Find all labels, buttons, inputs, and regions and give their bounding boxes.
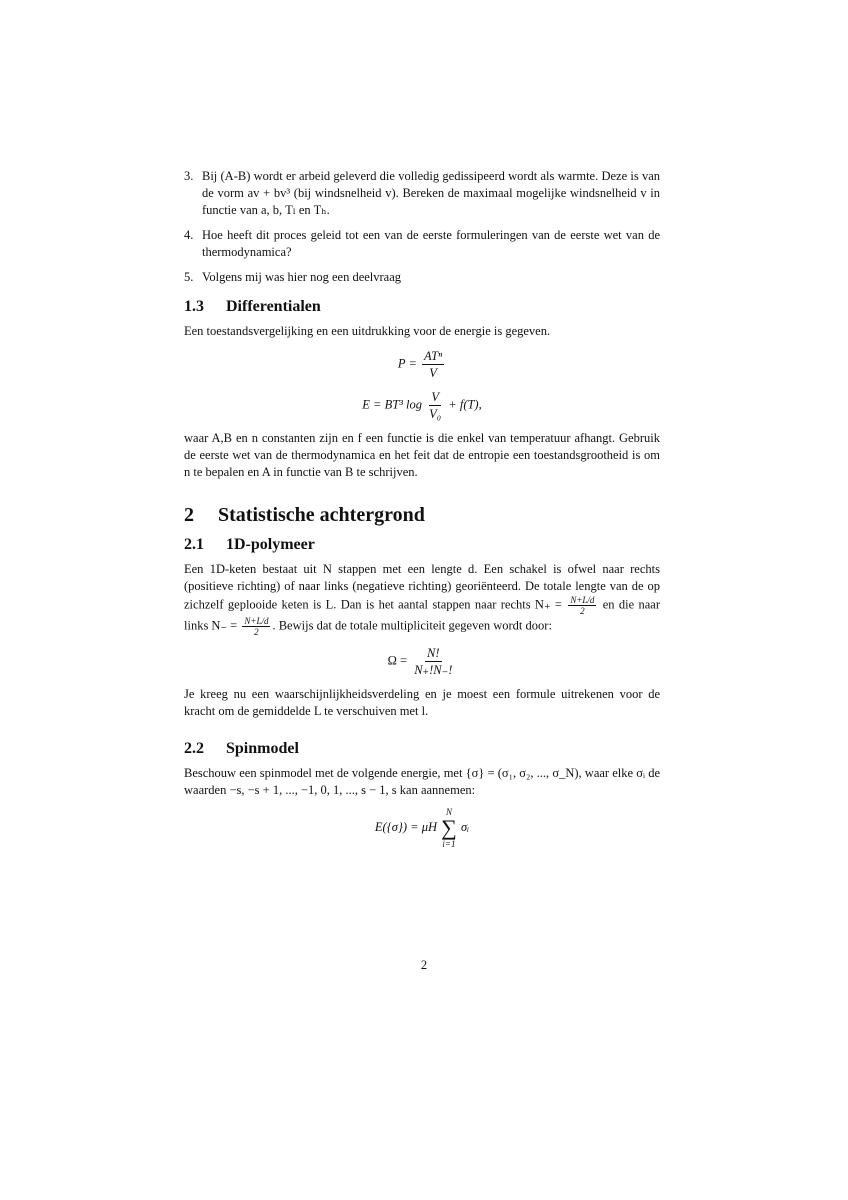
section-title: Differentialen <box>226 298 321 315</box>
equation-spin-energy <box>184 807 660 849</box>
fraction-denominator: V₀ <box>429 407 442 421</box>
section-number: 2.1 <box>184 536 204 553</box>
fraction-denominator: N₊!N₋! <box>414 663 453 677</box>
list-item-text: Volgens mij was hier nog een deelvraag <box>202 270 402 284</box>
summation-lower: i=1 <box>442 839 456 849</box>
fraction-denominator: 2 <box>580 606 585 616</box>
list-item <box>184 168 660 219</box>
list-item-number: 3. <box>184 169 194 183</box>
paragraph-text: Een 1D-keten bestaat uit N stappen met een lengte d. Een schakel is ofwel naar rechts (positieve richting) of naar links (negatieve richting) georiënteerd. De totale lengte van de op zichzelf geplooide keten is L. Dan is het aantal stappen naar rechts N₊ = <box>184 562 660 612</box>
fraction-numerator: N! <box>427 646 440 660</box>
section-number: 1.3 <box>184 298 204 315</box>
section-title: Statistische achtergrond <box>218 504 425 526</box>
paragraph: waar A,B en n constanten zijn en f een functie is die enkel van temperatuur afhangt. Gebruik de eerste wet van de thermodynamica en het feit dat de entropie een toestandsgrootheid is om n te bepalen en A in functie van B te schrijven. <box>184 431 660 479</box>
list-item <box>184 227 660 261</box>
paragraph: Beschouw een spinmodel met de volgende energie, met {σ} = (σ₁, σ₂, ..., σ_N), waar elke σᵢ de waarden −s, −s + 1, ..., −1, 0, 1, ..., s − 1, s kan aannemen: <box>184 766 660 797</box>
fraction <box>427 389 443 422</box>
equation-multiplicity <box>184 645 660 678</box>
question-list <box>184 168 660 286</box>
section-heading-2-1 <box>184 536 660 553</box>
list-item <box>184 269 660 286</box>
equation-pressure <box>184 348 660 381</box>
list-item-number: 4. <box>184 228 194 242</box>
section-heading-2-2 <box>184 740 660 757</box>
equation-lhs: E = BT³ log <box>362 397 423 412</box>
equation-energy <box>184 389 660 422</box>
fraction <box>412 645 454 678</box>
fraction-numerator: V <box>431 390 439 404</box>
list-item-number: 5. <box>184 270 194 284</box>
fraction-numerator: N+L/d <box>570 595 595 605</box>
fraction-denominator: 2 <box>254 627 259 637</box>
fraction-numerator: N+L/d <box>244 616 269 626</box>
section-heading-2 <box>184 504 660 526</box>
sigma-symbol: ∑ <box>441 815 457 840</box>
summation <box>441 807 457 849</box>
section-number: 2.2 <box>184 740 204 757</box>
fraction <box>242 616 270 637</box>
paragraph-text: . Bewijs dat de totale multipliciteit gegeven wordt door: <box>272 618 552 633</box>
section-heading-1-3 <box>184 298 660 315</box>
list-item-text: Bij (A-B) wordt er arbeid geleverd die volledig gedissipeerd wordt als warmte. Deze is van de vorm av + bv³ (bij windsnelheid v). Bereken de maximaal mogelijke windsnelheid v in functie van a, b, Tₗ en Tₕ. <box>202 169 660 217</box>
equation-rhs: σᵢ <box>460 819 470 834</box>
section-number: 2 <box>184 504 194 526</box>
fraction-numerator: ATⁿ <box>424 349 443 363</box>
equation-lhs: P = <box>397 356 417 371</box>
fraction <box>568 595 596 616</box>
equation-rhs: + f(T), <box>448 397 482 412</box>
document-page <box>184 168 660 857</box>
fraction <box>422 348 444 381</box>
paragraph: Een toestandsvergelijking en een uitdrukking voor de energie is gegeven. <box>184 324 551 338</box>
list-item-text: Hoe heeft dit proces geleid tot een van de eerste formuleringen van de eerste wet van de thermodynamica? <box>202 228 660 259</box>
section-title: Spinmodel <box>226 740 299 757</box>
equation-lhs: E({σ}) = μH <box>374 819 437 834</box>
page-number: 2 <box>420 958 428 972</box>
paragraph <box>184 561 660 637</box>
section-title: 1D-polymeer <box>226 536 315 553</box>
fraction-denominator: V <box>429 366 437 380</box>
paragraph: Je kreeg nu een waarschijnlijkheidsverdeling en je moest een formule uitrekenen voor de kracht om de gemiddelde L te verschuiven met l. <box>184 687 660 718</box>
paragraph-text: en die naar links N₋ = <box>184 597 661 633</box>
summation-upper: N <box>445 807 452 817</box>
equation-lhs: Ω = <box>387 653 408 668</box>
